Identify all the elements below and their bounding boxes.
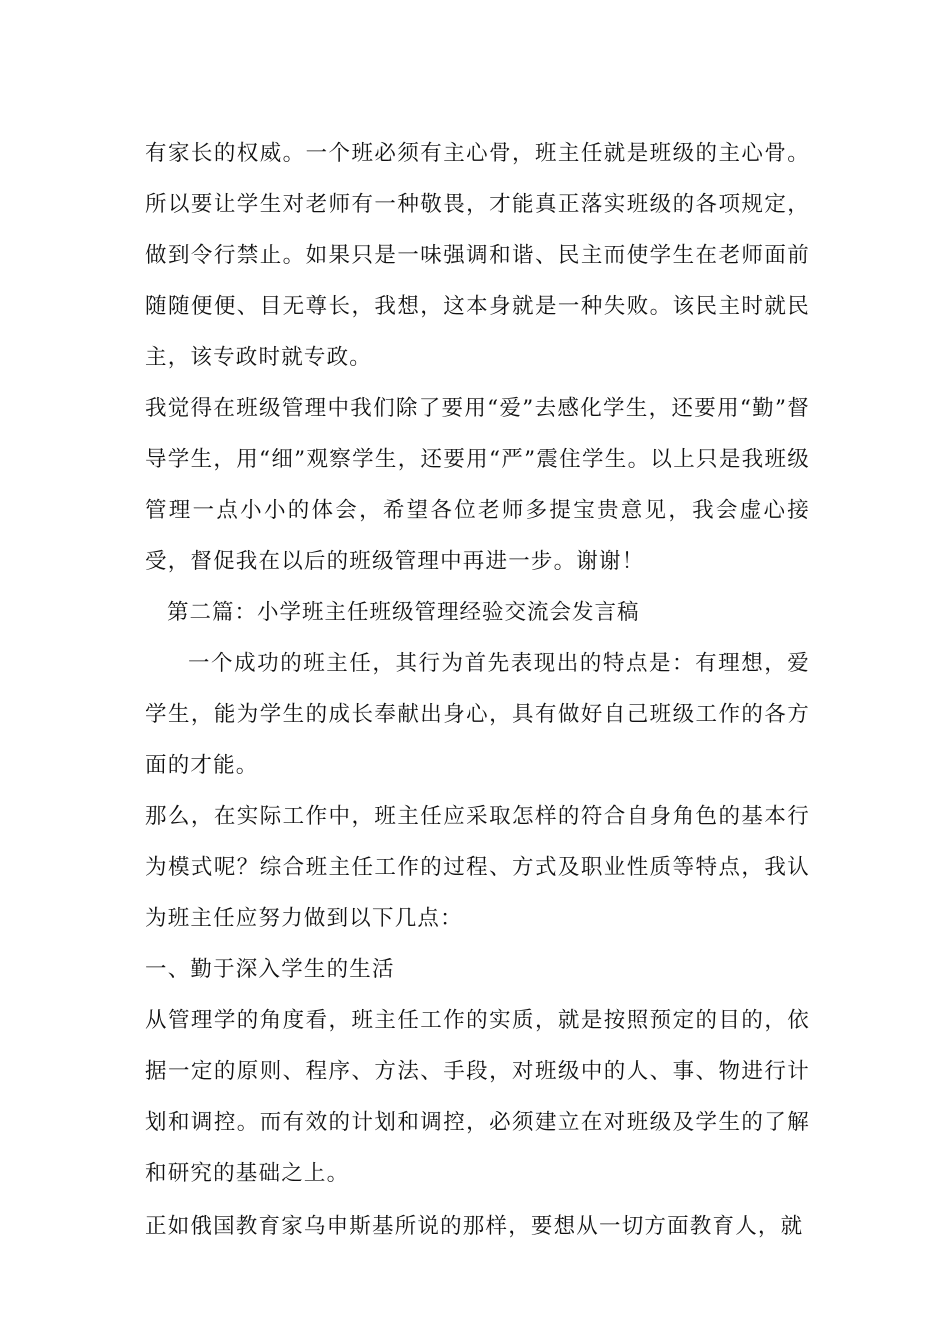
paragraph-6: 正如俄国教育家乌申斯基所说的那样，要想从一切方面教育人，就 <box>145 1214 804 1239</box>
section-title: 第二篇：小学班主任班级管理经验交流会发言稿 <box>167 600 640 625</box>
paragraph-3: 一个成功的班主任，其行为首先表现出的特点是：有理想，爱学生，能为学生的成长奉献出身心，具有做好自己班级工作的各方面的才能。 <box>145 651 810 778</box>
subheading-1: 一、勤于深入学生的生活 <box>145 957 395 982</box>
document-body <box>145 128 810 1252</box>
paragraph-5: 从管理学的角度看，班主任工作的实质，就是按照预定的目的，依据一定的原则、程序、方法、手段，对班级中的人、事、物进行计划和调控。而有效的计划和调控，必须建立在对班级及学生的了解和研究的基础之上。 <box>145 1008 810 1186</box>
paragraph-1: 有家长的权威。一个班必须有主心骨，班主任就是班级的主心骨。所以要让学生对老师有一种敬畏，才能真正落实班级的各项规定，做到令行禁止。如果只是一味强调和谐、民主而使学生在老师面前随随便便、目无尊长，我想，这本身就是一种失败。该民主时就民主，该专政时就专政。 <box>145 141 810 370</box>
paragraph-4: 那么，在实际工作中，班主任应采取怎样的符合自身角色的基本行为模式呢？综合班主任工作的过程、方式及职业性质等特点，我认为班主任应努力做到以下几点： <box>145 804 810 931</box>
paragraph-2: 我觉得在班级管理中我们除了要用“爱”去感化学生，还要用“勤”督导学生，用“细”观察学生，还要用“严”震住学生。以上只是我班级管理一点小小的体会，希望各位老师多提宝贵意见，我会虚心接受，督促我在以后的班级管理中再进一步。谢谢！ <box>145 396 810 574</box>
